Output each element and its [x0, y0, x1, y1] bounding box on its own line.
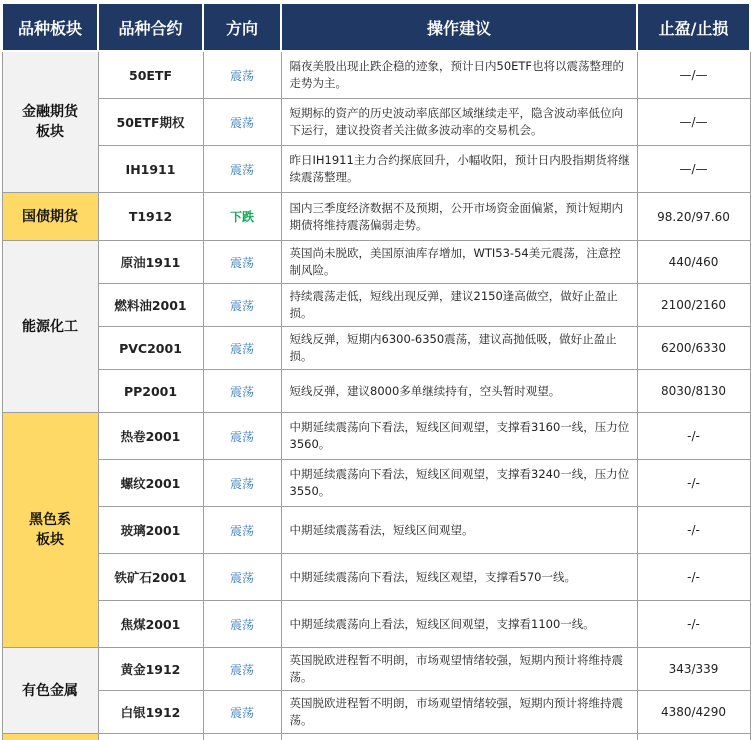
contract-cell: 原油1911	[98, 241, 203, 284]
stop-cell: -/-	[637, 507, 750, 554]
stop-cell: —/—	[637, 99, 750, 146]
sector-cutoff	[2, 734, 98, 740]
table-row	[2, 507, 750, 554]
sector-financial: 金融期货 板块	[2, 51, 98, 193]
direction-cell: 下跌	[203, 193, 281, 241]
contract-cell: IH1911	[98, 146, 203, 193]
stop-cell: -/-	[637, 554, 750, 601]
advice-cell: 昨日IH1911主力合约探底回升，小幅收阳，预计日内股指期货将继续震荡整理。	[281, 146, 637, 193]
table-row	[2, 691, 750, 734]
advice-cell: 国内三季度经济数据不及预期，公开市场资金面偏紧，预计短期内期债将维持震荡偏弱走势。	[281, 193, 637, 241]
advice-cell: 短期标的资产的历史波动率底部区域继续走平，隐含波动率低位向下运行，建议投资者关注做多波动率的交易机会。	[281, 99, 637, 146]
header-contract: 品种合约	[98, 3, 203, 51]
advice-cell: 短线反弹，短期内6300-6350震荡，建议高抛低吸，做好止盈止损。	[281, 327, 637, 370]
advice-cell: 英国尚未脱欧，美国原油库存增加，WTI53-54美元震荡，注意控制风险。	[281, 241, 637, 284]
stop-cell: 2100/2160	[637, 284, 750, 327]
contract-cell: 50ETF期权	[98, 99, 203, 146]
contract-cell: PP2001	[98, 370, 203, 413]
sector-nonferrous: 有色金属	[2, 648, 98, 734]
stop-cell: 4380/4290	[637, 691, 750, 734]
table-row	[2, 413, 750, 460]
table-row	[2, 193, 750, 241]
header-row	[2, 3, 750, 51]
advice-cell: 持续震荡走低，短线出现反弹，建议2150逢高做空，做好止盈止损。	[281, 284, 637, 327]
contract-cell: 燃料油2001	[98, 284, 203, 327]
table-row	[2, 648, 750, 691]
table-row	[2, 99, 750, 146]
header-advice: 操作建议	[281, 3, 637, 51]
contract-cell: 螺纹2001	[98, 460, 203, 507]
table-row	[2, 327, 750, 370]
contract-cell: T1912	[98, 193, 203, 241]
stop-cell: -/-	[637, 460, 750, 507]
direction-cell: 震荡	[203, 507, 281, 554]
direction-cell: 震荡	[203, 284, 281, 327]
contract-cell: 50ETF	[98, 51, 203, 99]
stop-cell: 6200/6330	[637, 327, 750, 370]
table-row-cutoff	[2, 734, 750, 740]
table-row	[2, 284, 750, 327]
advice-cell: 中期延续震荡向下看法，短线区间观望，支撑看3240一线，压力位3550。	[281, 460, 637, 507]
direction-cell: 震荡	[203, 460, 281, 507]
advice-cell: 英国脱欧进程暂不明朗，市场观望情绪较强，短期内预计将维持震荡。	[281, 691, 637, 734]
advice-cell: 中期延续震荡向上看法，短线区间观望，支撑看1100一线。	[281, 601, 637, 648]
contract-cell: 黄金1912	[98, 648, 203, 691]
stop-cell: 98.20/97.60	[637, 193, 750, 241]
contract-cell: PVC2001	[98, 327, 203, 370]
direction-cell: 震荡	[203, 241, 281, 284]
table-row	[2, 554, 750, 601]
header-direction: 方向	[203, 3, 281, 51]
table-row	[2, 146, 750, 193]
sector-ferrous: 黑色系 板块	[2, 413, 98, 648]
contract-cell: 玻璃2001	[98, 507, 203, 554]
table-row	[2, 241, 750, 284]
direction-cell: 震荡	[203, 51, 281, 99]
direction-cell: 震荡	[203, 370, 281, 413]
stop-cell: 343/339	[637, 648, 750, 691]
stop-cell: -/-	[637, 413, 750, 460]
contract-cell: 热卷2001	[98, 413, 203, 460]
stop-cell: —/—	[637, 146, 750, 193]
table-row	[2, 601, 750, 648]
direction-cell: 震荡	[203, 554, 281, 601]
table-row	[2, 370, 750, 413]
contract-cell	[98, 734, 203, 740]
table-row	[2, 51, 750, 99]
header-sector: 品种板块	[2, 3, 98, 51]
contract-cell: 焦煤2001	[98, 601, 203, 648]
direction-cell: 震荡	[203, 99, 281, 146]
advice-cell: 短线反弹，建议8000多单继续持有，空头暂时观望。	[281, 370, 637, 413]
advice-cell: 隔夜美股出现止跌企稳的迹象，预计日内50ETF也将以震荡整理的走势为主。	[281, 51, 637, 99]
stop-cell: —/—	[637, 51, 750, 99]
advice-cell: 英国脱欧进程暂不明朗，市场观望情绪较强，短期内预计将维持震荡。	[281, 648, 637, 691]
direction-cell: 震荡	[203, 327, 281, 370]
stop-cell: 440/460	[637, 241, 750, 284]
direction-cell: 震荡	[203, 601, 281, 648]
stop-cell: -/-	[637, 601, 750, 648]
advice-cell	[281, 734, 637, 740]
direction-cell: 震荡	[203, 413, 281, 460]
direction-cell: 震荡	[203, 691, 281, 734]
contract-cell: 铁矿石2001	[98, 554, 203, 601]
stop-cell: 8030/8130	[637, 370, 750, 413]
header-stop: 止盈/止损	[637, 3, 750, 51]
advice-cell: 中期延续震荡看法，短线区间观望。	[281, 507, 637, 554]
direction-cell: 震荡	[203, 648, 281, 691]
sector-energy: 能源化工	[2, 241, 98, 413]
direction-cell: 震荡	[203, 146, 281, 193]
direction-cell	[203, 734, 281, 740]
table-row	[2, 460, 750, 507]
contract-cell: 白银1912	[98, 691, 203, 734]
stop-cell	[637, 734, 750, 740]
advice-cell: 中期延续震荡向下看法，短线区观望，支撑看570一线。	[281, 554, 637, 601]
advice-cell: 中期延续震荡向下看法，短线区间观望，支撑看3160一线，压力位3560。	[281, 413, 637, 460]
sector-treasury: 国债期货	[2, 193, 98, 241]
advisory-table	[1, 2, 751, 740]
